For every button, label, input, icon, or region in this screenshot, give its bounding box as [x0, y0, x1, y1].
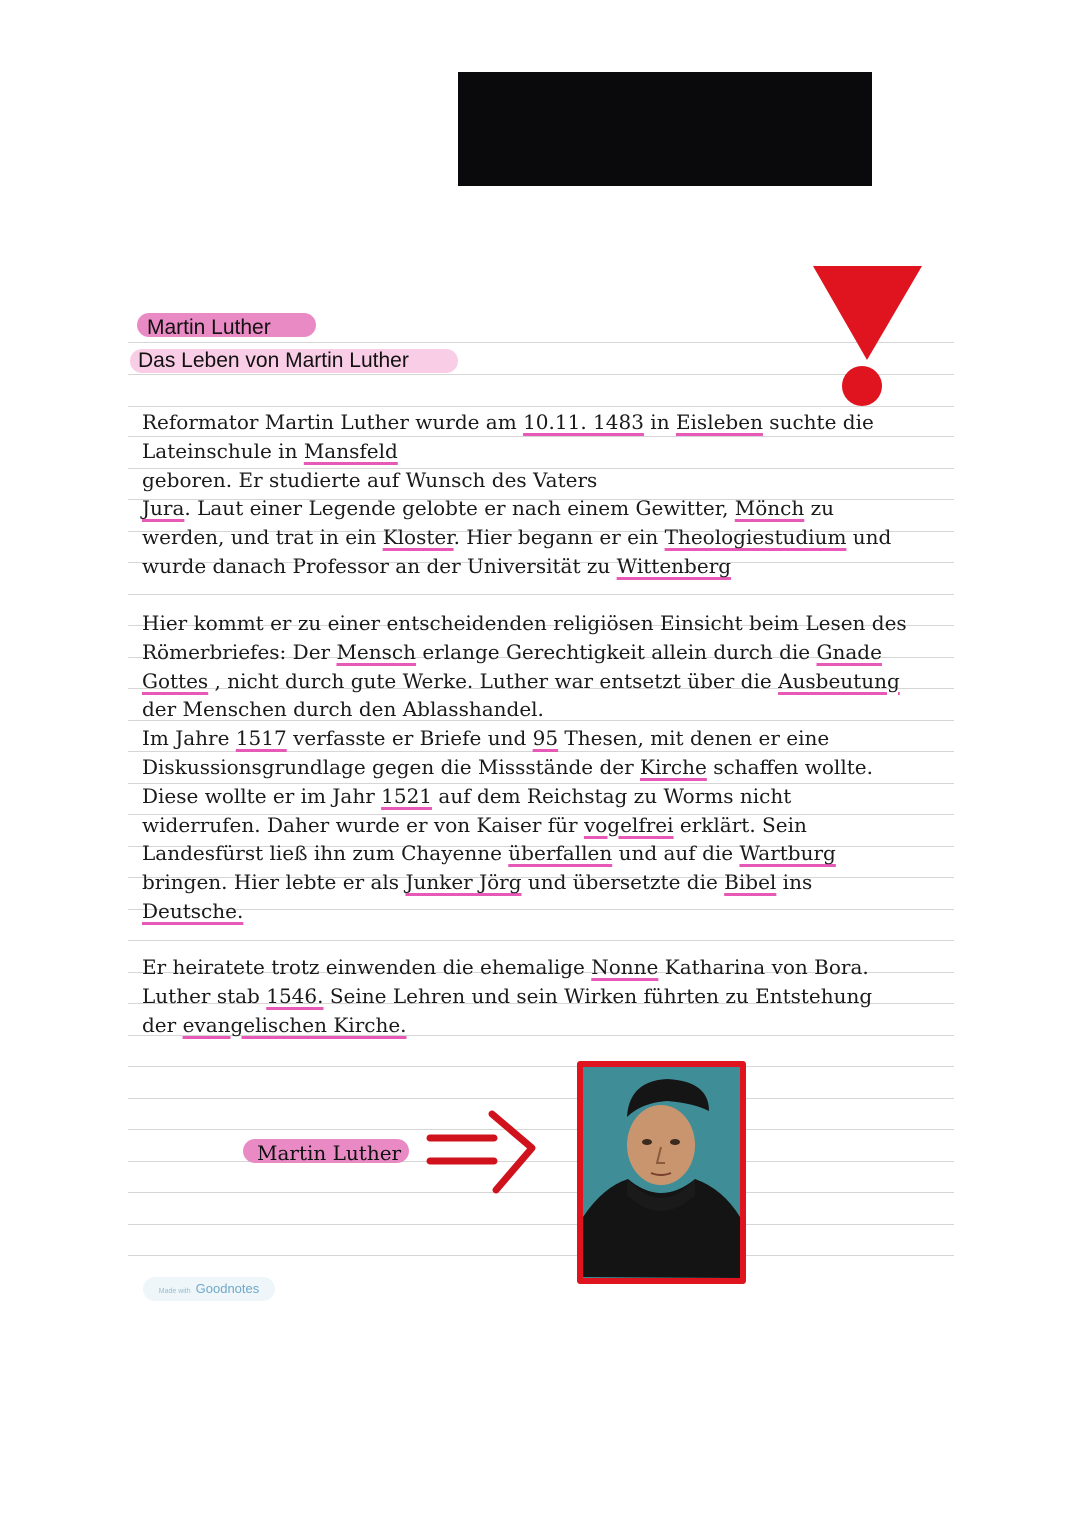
text-segment: Diskussionsgrundlage gegen die Missstände der [142, 754, 641, 779]
text-segment: erlange Gerechtigkeit allein durch die [416, 639, 817, 664]
text-segment: Römerbriefes: Der [142, 639, 337, 664]
goodnotes-brand: Goodnotes [195, 1281, 260, 1296]
text-line [142, 724, 907, 753]
text-line [142, 638, 907, 667]
text-segment: wurde danach Professor an der Universität zu [142, 553, 617, 578]
underlined-keyword: Eisleben [675, 410, 763, 434]
text-line [142, 839, 907, 868]
text-line [142, 437, 891, 466]
text-segment: in [643, 410, 676, 434]
underlined-keyword: Junker Jörg [405, 870, 522, 895]
underlined-keyword: Theologiestudium [664, 525, 847, 550]
page-title: Martin Luther [137, 313, 316, 337]
text-segment: der [142, 1012, 183, 1037]
text-segment: der Menschen durch den Ablasshandel. [142, 697, 544, 722]
notebook-rule [128, 1255, 954, 1256]
exclamation-triangle-icon [810, 264, 925, 409]
underlined-keyword: Kirche [640, 754, 707, 779]
text-segment: erklärt. Sein [673, 812, 807, 837]
text-segment: Thesen, mit denen er eine [558, 726, 830, 751]
underlined-keyword: vogelfrei [583, 812, 674, 837]
underlined-keyword: Ausbeutung [778, 668, 900, 693]
underlined-keyword: Mönch [734, 496, 805, 521]
underlined-keyword: Mansfeld [303, 438, 398, 463]
portrait-caption: Martin Luther [243, 1139, 409, 1163]
text-segment: Landesfürst ließ ihn zum Chayenne [142, 841, 509, 866]
text-line [142, 494, 891, 523]
underlined-keyword: Kloster [382, 525, 454, 550]
text-line [142, 695, 907, 724]
text-segment: zu [804, 496, 835, 521]
notebook-rule [128, 1192, 954, 1193]
notebook-rule [128, 940, 954, 941]
goodnotes-watermark [143, 1277, 275, 1301]
text-line [142, 811, 907, 840]
text-segment: widerrufen. Daher wurde er von Kaiser für [142, 812, 584, 837]
text-segment: . Laut einer Legende gelobte er nach einem Gewitter, [184, 496, 735, 521]
made-with-label: Made with [158, 1288, 191, 1295]
text-segment: werden, und trat in ein [142, 525, 383, 550]
text-segment: Er heiratete trotz einwenden die ehemalige [142, 955, 592, 979]
text-segment: verfasste er Briefe und [286, 726, 533, 751]
text-line [142, 1011, 872, 1040]
text-segment: Hier kommt er zu einer entscheidenden religiösen Einsicht beim Lesen des [142, 611, 907, 635]
text-line [142, 552, 891, 581]
text-segment: ins [776, 870, 813, 895]
paragraph-late-life [142, 953, 872, 1039]
text-segment: , nicht durch gute Werke. Luther war entsetzt über die [208, 668, 779, 693]
text-segment: Lateinschule in [142, 438, 304, 463]
underlined-keyword: 10.11. 1483 [523, 410, 644, 434]
underlined-keyword: Gnade [816, 639, 882, 664]
underlined-keyword: 1517 [235, 726, 287, 751]
text-line [142, 523, 891, 552]
notebook-rule [128, 1224, 954, 1225]
underlined-keyword: Gottes [142, 668, 209, 693]
text-line [142, 897, 907, 926]
underlined-keyword: evangelischen Kirche. [182, 1012, 407, 1037]
underlined-keyword: Wittenberg [616, 553, 732, 578]
text-line [142, 667, 907, 696]
notebook-rule [128, 1066, 954, 1067]
notebook-rule [128, 594, 954, 595]
underlined-keyword: überfallen [508, 841, 613, 866]
text-segment: geboren. Er studierte auf Wunsch des Vaters [142, 467, 598, 492]
page-subtitle: Das Leben von Martin Luther [130, 349, 458, 373]
text-segment: . Hier begann er ein [453, 525, 665, 550]
text-segment: Im Jahre [142, 726, 236, 751]
underlined-keyword: Deutsche. [142, 898, 244, 923]
notebook-rule [128, 1098, 954, 1099]
text-segment: Seine Lehren und sein Wirken führten zu Entstehung [323, 983, 873, 1008]
paragraph-reformation [142, 609, 907, 926]
underlined-keyword: Mensch [336, 639, 416, 664]
underlined-keyword: Bibel [724, 870, 777, 895]
underlined-keyword: 1546. [266, 983, 324, 1008]
underlined-keyword: Nonne [591, 955, 659, 979]
text-line [142, 609, 907, 638]
paragraph-biography [142, 408, 891, 581]
underlined-keyword: 1521 [381, 783, 433, 808]
text-line [142, 953, 872, 982]
text-line [142, 753, 907, 782]
underlined-keyword: Wartburg [739, 841, 836, 866]
text-segment: und übersetzte die [521, 870, 725, 895]
text-segment: Diese wollte er im Jahr [142, 783, 382, 808]
text-line [142, 868, 907, 897]
text-line [142, 466, 891, 495]
martin-luther-portrait [577, 1061, 746, 1284]
text-line [142, 408, 891, 437]
text-segment: Luther stab [142, 983, 267, 1008]
text-segment: bringen. Hier lebte er als [142, 870, 406, 895]
text-segment: schaffen wollte. [706, 754, 873, 779]
text-segment: suchte die [762, 410, 874, 434]
text-segment: Katharina von Bora. [658, 955, 869, 979]
text-segment: und auf die [612, 841, 740, 866]
text-line [142, 982, 872, 1011]
double-arrow-right-icon [424, 1106, 540, 1198]
notebook-rule [128, 1129, 954, 1130]
text-segment: auf dem Reichstag zu Worms nicht [432, 783, 792, 808]
text-segment: Reformator Martin Luther wurde am [142, 410, 524, 434]
text-segment: und [846, 525, 892, 550]
underlined-keyword: 95 [532, 726, 559, 751]
underlined-keyword: Jura [142, 496, 185, 521]
text-line [142, 782, 907, 811]
